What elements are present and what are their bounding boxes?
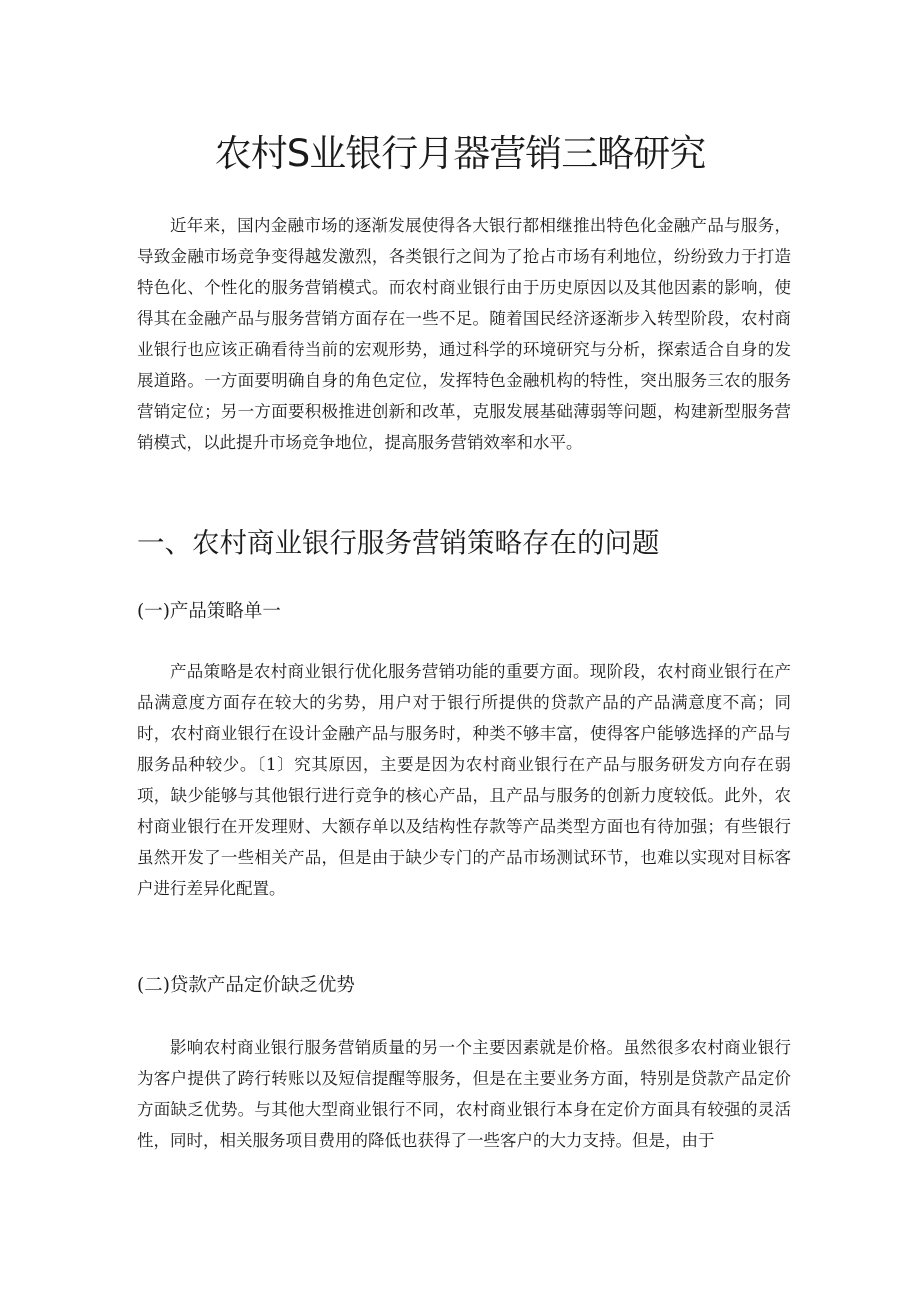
section-heading: 一、农村商业银行服务营销策略存在的问题 xyxy=(137,527,660,559)
subsection-heading-1: (一)产品策略单一 xyxy=(137,601,281,622)
intro-paragraph: 近年来，国内金融市场的逐渐发展使得各大银行都相继推出特色化金融产品与服务，导致金融市场竞争变得越发激烈，各类银行之间为了抢占市场有利地位，纷纷致力于打造特色化、个性化的服务营销模式。而农村商业银行由于历史原因以及其他因素的影响，使得其在金融产品与服务营销方面存在一些不足。随着国民经济逐渐步入转型阶段，农村商业银行也应该正确看待当前的宏观形势，通过科学的环境研究与分析，探索适合自身的发展道路。一方面要明确自身的角色定位，发挥特色金融机构的特性，突出服务三农的服务营销定位；另一方面要积极推进创新和改革，克服发展基础薄弱等问题，构建新型服务营销模式，以此提升市场竞争地位，提高服务营销效率和水平。 xyxy=(137,216,791,452)
subsection-2-paragraph: 影响农村商业银行服务营销质量的另一个主要因素就是价格。虽然很多农村商业银行为客户提供了跨行转账以及短信提醒等服务，但是在主要业务方面，特别是贷款产品定价方面缺乏优势。与其他大型商业银行不同，农村商业银行本身在定价方面具有较强的灵活性，同时，相关服务项目费用的降低也获得了一些客户的大力支持。但是，由于 xyxy=(137,1038,791,1150)
subsection-heading-2: (二)贷款产品定价缺乏优势 xyxy=(137,975,355,996)
subsection-1-paragraph: 产品策略是农村商业银行优化服务营销功能的重要方面。现阶段，农村商业银行在产品满意度方面存在较大的劣势，用户对于银行所提供的贷款产品的产品满意度不高；同时，农村商业银行在设计金融产品与服务时，种类不够丰富，使得客户能够选择的产品与服务品种较少。〔1〕究其原因，主要是因为农村商业银行在产品与服务研发方向存在弱项，缺少能够与其他银行进行竞争的核心产品，且产品与服务的创新力度较低。此外，农村商业银行在开发理财、大额存单以及结构性存款等产品类型方面也有待加强；有些银行虽然开发了一些相关产品，但是由于缺少专门的产品市场测试环节，也难以实现对目标客户进行差异化配置。 xyxy=(137,662,791,898)
document-title: 农村S业银行月器营销三略研究 xyxy=(214,132,706,175)
